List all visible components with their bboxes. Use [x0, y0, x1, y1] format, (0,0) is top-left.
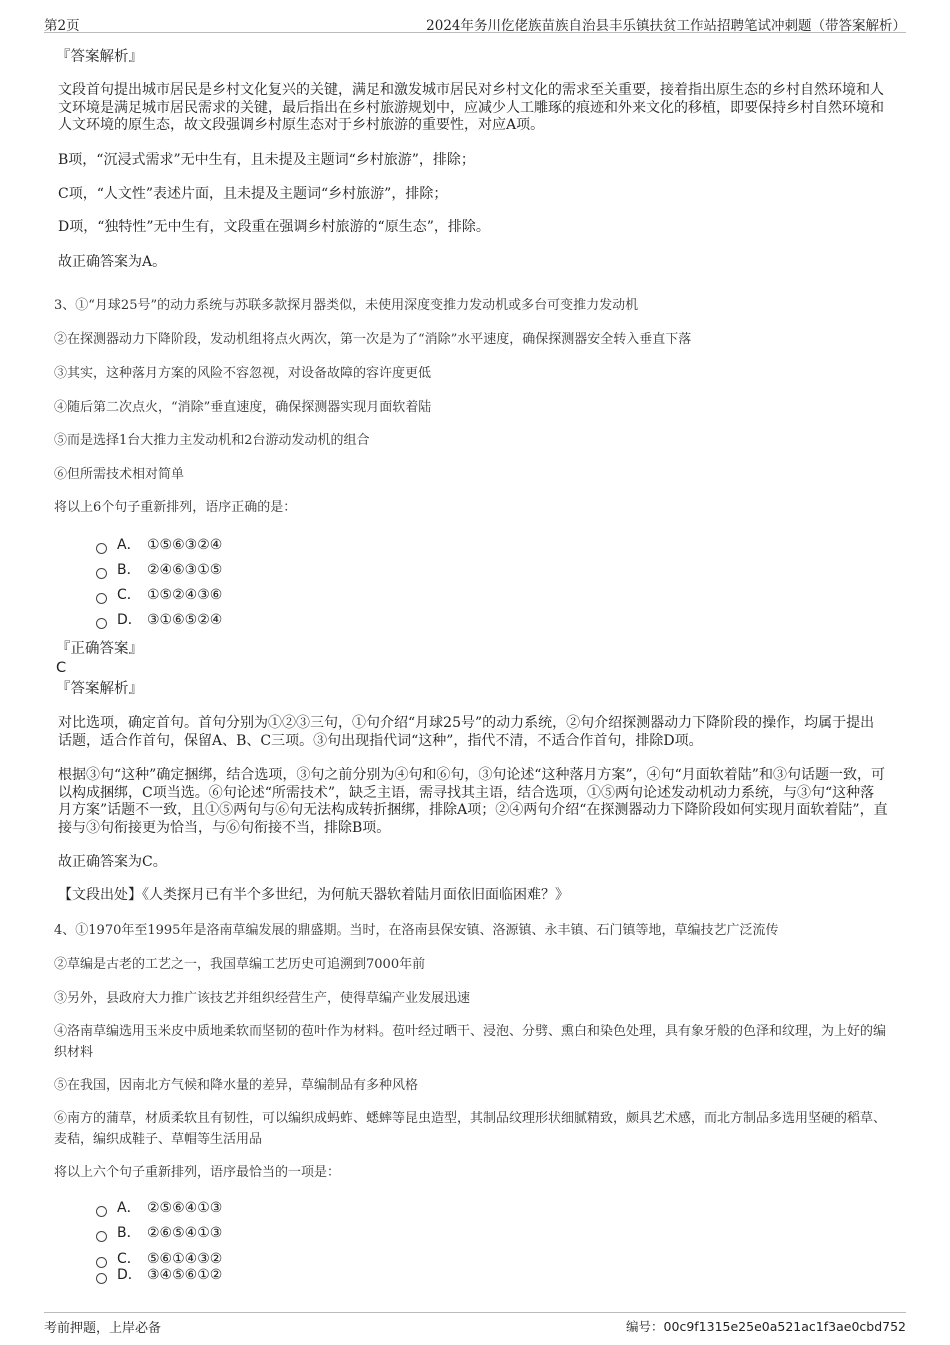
q3-explain-label: 『答案解析』 [56, 681, 143, 697]
q4-option-b[interactable]: B． ②⑥⑤④①③ [96, 1223, 222, 1243]
q3-sentence-3: ③其实，这种落月方案的风险不容忽视，对设备故障的容许度更低 [54, 366, 432, 381]
radio-icon[interactable] [96, 1231, 107, 1242]
radio-icon[interactable] [96, 618, 107, 629]
q4-sentence-2: ②草编是古老的工艺之一，我国草编工艺历史可追溯到7000年前 [54, 957, 426, 972]
q2-explain-label: 『答案解析』 [56, 49, 143, 65]
page-number: 第2页 [44, 18, 80, 34]
radio-icon[interactable] [96, 568, 107, 579]
q2-explain-para-4: D项，“独特性”无中生有，文段重在强调乡村旅游的“原生态”，排除。 [58, 219, 490, 235]
q3-sentence-1: 3、①“月球25号”的动力系统与苏联多款探月器类似，未使用深度变推力发动机或多台可变推力发动机 [54, 298, 639, 313]
q4-sentence-6: ⑥南方的蒲草，材质柔软且有韧性，可以编织成蚂蚱、蟋蟀等昆虫造型，其制品纹理形状细腻精致，颇具艺术感，而北方制品多选用坚硬的稻草、麦秸，编织成鞋子、草帽等生活用品 [54, 1111, 887, 1147]
q4-option-c[interactable]: C． ⑤⑥①④③② [96, 1249, 222, 1269]
q3-sentence-4: ④随后第二次点火，“消除”垂直速度，确保探测器实现月面软着陆 [54, 400, 432, 415]
q3-conclusion: 故正确答案为C。 [58, 854, 167, 870]
q4-option-d[interactable]: D． ③④⑤⑥①② [96, 1265, 222, 1285]
q4-sentence-5: ⑤在我国，因南北方气候和降水量的差异，草编制品有多种风格 [54, 1078, 419, 1093]
radio-icon[interactable] [96, 1273, 107, 1284]
q4-sentence-1: 4、①1970年至1995年是洛南草编发展的鼎盛期。当时，在洛南县保安镇、洛源镇、永丰镇、石门镇等地，草编技艺广泛流传 [54, 923, 779, 938]
q4-option-a[interactable]: A． ②⑤⑥④①③ [96, 1198, 222, 1218]
q3-sentence-6: ⑥但所需技术相对简单 [54, 467, 185, 482]
radio-icon[interactable] [96, 593, 107, 604]
q3-sentence-5: ⑤而是选择1台大推力主发动机和2台游动发动机的组合 [54, 433, 370, 448]
q4-sentence-3: ③另外，县政府大力推广该技艺并组织经营生产，使得草编产业发展迅速 [54, 991, 471, 1006]
q3-explain-para-2: 根据③句“这种”确定捆绑，结合选项，③句之前分别为④句和⑥句，③句论述“这种落月方案”，④句“月面软着陆”和③句话题一致，可以构成捆绑，C项当选。⑥句论述“所需技术”，缺乏主语，需寻找其主语，结合选项，①⑤两句论述发动机动力系统，与③句“这种落月方案”话题不一致，且①⑤两句与⑥句无法构成转折捆绑，排除A项；②④两句介绍“在探测器动力下降阶段如何实现月面软着陆”，直接与③句衔接更为恰当，与⑥句衔接不当，排除B项。 [58, 767, 888, 836]
page-header [44, 0, 906, 33]
q3-prompt: 将以上6个句子重新排列，语序正确的是： [54, 500, 297, 515]
q3-option-a[interactable]: A． ①⑤⑥③②④ [96, 535, 222, 555]
radio-icon[interactable] [96, 543, 107, 554]
q2-explain-para-2: B项，“沉浸式需求”无中生有，且未提及主题词“乡村旅游”，排除； [58, 152, 475, 168]
document-id: 编号：00c9f1315e25e0a521ac1f3ae0cbd752 [626, 1319, 906, 1334]
q2-explain-para-1: 文段首句提出城市居民是乡村文化复兴的关键，满足和激发城市居民对乡村文化的需求至关重要，接着指出原生态的乡村自然环境和人文环境是满足城市居民需求的关键，最后指出在乡村旅游规划中，应减少人工雕琢的痕迹和外来文化的移植，即要保持乡村自然环境和人文环境的原生态，故文段强调乡村原生态对于乡村旅游的重要性，对应A项。 [58, 82, 884, 133]
q2-conclusion: 故正确答案为A。 [58, 254, 167, 270]
q3-explain-para-1: 对比选项，确定首句。首句分别为①②③三句，①句介绍“月球25号”的动力系统，②句介绍探测器动力下降阶段的操作，均属于提出话题，适合作首句，保留A、B、C三项。③句出现指代词“这种”，指代不清，不适合作首句，排除D项。 [58, 715, 875, 749]
q3-option-c[interactable]: C． ①⑤②④③⑥ [96, 585, 222, 605]
document-title: 2024年务川仡佬族苗族自治县丰乐镇扶贫工作站招聘笔试冲刺题（带答案解析） [426, 18, 906, 34]
q3-sentence-2: ②在探测器动力下降阶段，发动机组将点火两次，第一次是为了“消除”水平速度，确保探测器安全转入垂直下落 [54, 332, 692, 347]
q2-explain-para-3: C项，“人文性”表述片面，且未提及主题词“乡村旅游”，排除； [58, 186, 448, 202]
q3-source: 【文段出处】《人类探月已有半个多世纪，为何航天器软着陆月面依旧面临困难？》 [58, 887, 569, 903]
page-footer [44, 1312, 906, 1335]
q3-option-d[interactable]: D． ③①⑥⑤②④ [96, 610, 222, 630]
q3-correct-value: C [56, 660, 67, 676]
q4-prompt: 将以上六个句子重新排列，语序最恰当的一项是： [54, 1165, 341, 1180]
footer-slogan: 考前押题，上岸必备 [44, 1321, 162, 1336]
radio-icon[interactable] [96, 1206, 107, 1217]
q3-correct-label: 『正确答案』 [56, 641, 143, 657]
q4-sentence-4: ④洛南草编选用玉米皮中质地柔软而坚韧的苞叶作为材料。苞叶经过晒干、浸泡、分劈、熏白和染色处理，具有象牙般的色泽和纹理，为上好的编织材料 [54, 1024, 887, 1060]
q3-option-b[interactable]: B． ②④⑥③①⑤ [96, 560, 222, 580]
